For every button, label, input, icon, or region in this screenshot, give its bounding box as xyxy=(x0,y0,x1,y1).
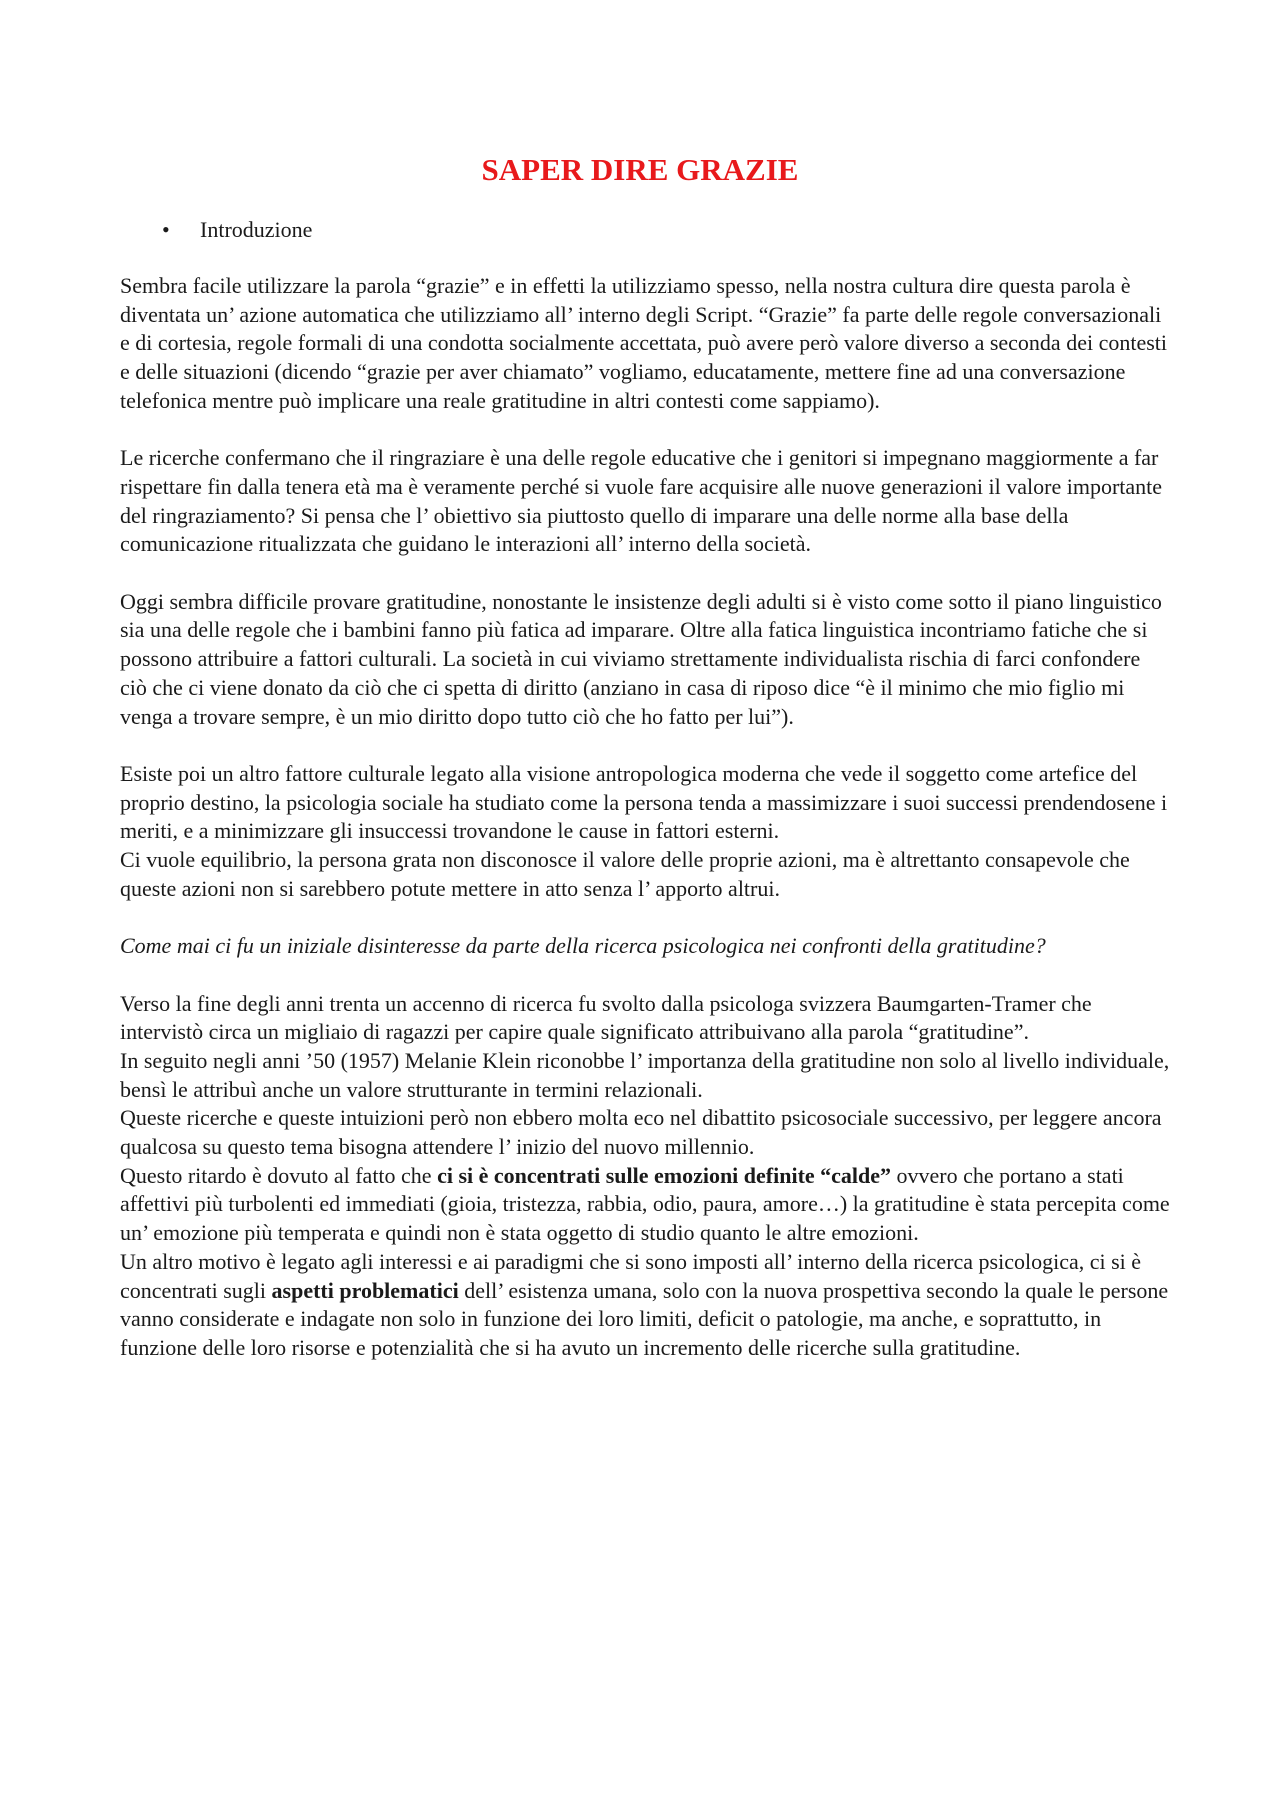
paragraph-4: Esiste poi un altro fattore culturale legato alla visione antropologica moderna che vede il soggetto come artefice del proprio destino, la psicologia sociale ha studiato come la persona tenda a massimizzare i suoi successi prendendosene i meriti, e a minimizzare gli insuccessi trovandone le cause in fattori esterni. xyxy=(120,760,1168,844)
paragraph-9-end: ovvero che portano a stati affettivi più turbolenti ed immediati (gioia, tristezza, rabbia, odio, paura, amore…) la gratitudine è stata percepita come un’ emozione più temperata e quindi non è stata oggetto di studio quanto le altre emozioni. xyxy=(120,1162,1170,1246)
paragraph-10-bold: aspetti problematici xyxy=(271,1277,459,1303)
paragraph-9-start: Questo ritardo è dovuto al fatto che xyxy=(120,1162,438,1188)
paragraph-6: Verso la fine degli anni trenta un accenno di ricerca fu svolto dalla psicologa svizzera Baumgarten-Tramer che intervistò circa un migliaio di ragazzi per capire quale significato attribuivano alla parola “gratitudine”. xyxy=(120,990,1092,1045)
bullet-item xyxy=(162,215,312,245)
page-title: SAPER DIRE GRAZIE xyxy=(481,152,799,187)
paragraph-2: Le ricerche confermano che il ringraziare è una delle regole educative che i genitori si impegnano maggiormente a far rispettare fin dalla tenera età ma è veramente perché si vuole fare acquisire alle nuove generazioni il valore importante del ringraziamento? Si pensa che l’ obiettivo sia piuttosto quello di imparare una delle norme alla base della comunicazione ritualizzata che guidano le interazioni all’ interno della società. xyxy=(120,445,1163,557)
paragraph-9-bold: ci si è concentrati sulle emozioni definite “calde” xyxy=(437,1162,892,1188)
paragraph-10-start: Un altro motivo è legato agli interessi e ai paradigmi che si sono imposti all’ interno della ricerca psicologica, ci si è concentrati sugli xyxy=(120,1248,1142,1303)
section-question: Come mai ci fu un iniziale disinteresse da parte della ricerca psicologica nei confronti della gratitudine? xyxy=(120,933,1046,959)
paragraph-3: Oggi sembra difficile provare gratitudine, nonostante le insistenze degli adulti si è visto come sotto il piano linguistico sia una delle regole che i bambini fanno più fatica ad imparare. Oltre alla fatica linguistica incontriamo fatiche che si possono attribuire a fattori culturali. La società in cui viviamo strettamente individualista rischia di farci confondere ciò che ci viene donato da ciò che ci spetta di diritto (anziano in casa di riposo dice “è il minimo che mio figlio mi venga a trovare sempre, è un mio diritto dopo tutto ciò che ho fatto per lui”). xyxy=(120,588,1162,729)
paragraph-1: Sembra facile utilizzare la parola “grazie” e in effetti la utilizziamo spesso, nella nostra cultura dire questa parola è diventata un’ azione automatica che utilizziamo all’ interno degli Script. “Grazie” fa parte delle regole conversazionali e di cortesia, regole formali di una condotta socialmente accettata, può avere però valore diverso a seconda dei contesti e delle situazioni (dicendo “grazie per aver chiamato” vogliamo, educatamente, mettere fine ad una conversazione telefonica mentre può implicare una reale gratitudine in altri contesti come sappiamo). xyxy=(120,273,1167,413)
paragraph-7: In seguito negli anni ’50 (1957) Melanie Klein riconobbe l’ importanza della gratitudine non solo al livello individuale, bensì le attribuì anche un valore strutturante in termini relazionali. xyxy=(120,1047,1170,1102)
paragraph-9 xyxy=(120,1162,1170,1248)
paragraph-5: Ci vuole equilibrio, la persona grata non disconosce il valore delle proprie azioni, ma è altrettanto consapevole che queste azioni non si sarebbero potute mettere in atto senza l’ apporto altrui. xyxy=(120,847,1130,901)
paragraph-8: Queste ricerche e queste intuizioni però non ebbero molta eco nel dibattito psicosociale successivo, per leggere ancora qualcosa su questo tema bisogna attendere l’ inizio del nuovo millennio. xyxy=(120,1105,1162,1160)
paragraph-10 xyxy=(120,1248,1170,1363)
document-body xyxy=(120,272,1170,1363)
bullet-text: Introduzione xyxy=(200,217,313,242)
bullet-symbol: • xyxy=(162,217,170,242)
paragraph-10-end: dell’ esistenza umana, solo con la nuova prospettiva secondo la quale le persone vanno considerate e indagate non solo in funzione dei loro limiti, deficit o patologie, ma anche, e soprattutto, in funzione delle loro risorse e potenzialità che si ha avuto un incremento delle ricerche sulla gratitudine. xyxy=(120,1277,1169,1360)
